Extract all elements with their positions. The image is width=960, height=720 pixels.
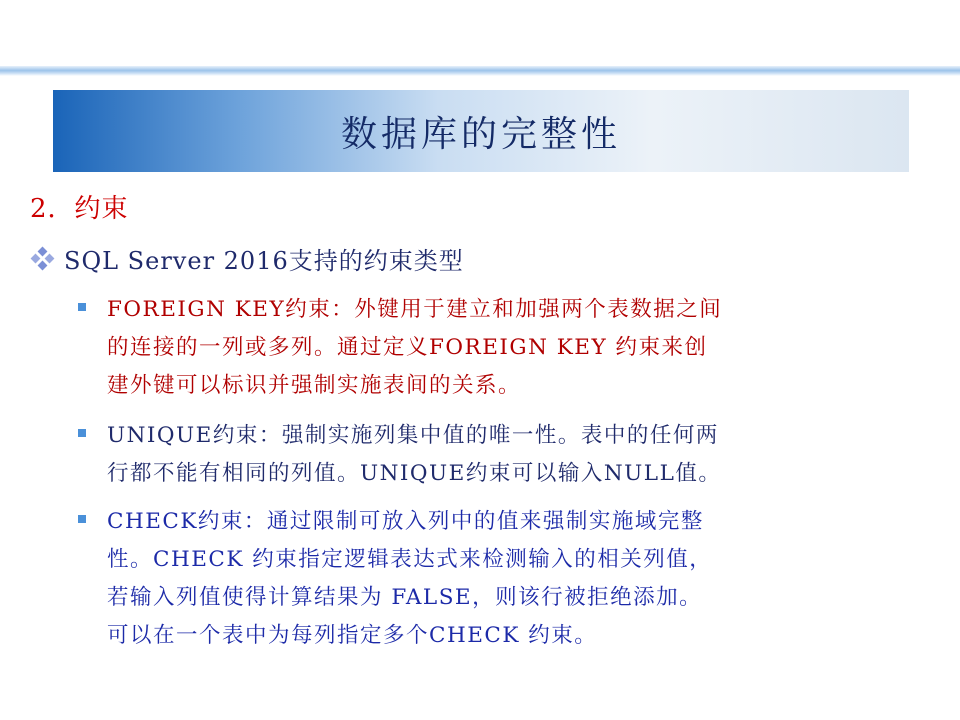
bullet-line: 性。CHECK 约束指定逻辑表达式来检测输入的相关列值， <box>107 547 713 572</box>
square-bullet-icon <box>78 429 86 437</box>
bullet-foreign-key <box>107 291 947 405</box>
square-bullet-icon <box>78 303 86 311</box>
level1-item <box>30 241 464 276</box>
header-rule <box>0 66 960 76</box>
bullet-line: 行都不能有相同的列值。UNIQUE约束可以输入NULL值。 <box>107 461 722 486</box>
bullet-unique <box>107 417 947 493</box>
title-bar <box>53 90 909 172</box>
bullet-line: 可以在一个表中为每列指定多个CHECK 约束。 <box>107 623 598 648</box>
bullet-line: 若输入列值使得计算结果为 FALSE，则该行被拒绝添加。 <box>107 585 703 610</box>
slide-title: 数据库的完整性 <box>340 113 621 155</box>
bullet-line: 的连接的一列或多列。通过定义FOREIGN KEY 约束来创 <box>107 335 708 360</box>
bullet-line: 建外键可以标识并强制实施表间的关系。 <box>107 373 522 398</box>
square-bullet-icon <box>78 515 86 523</box>
bullet-line: UNIQUE约束：强制实施列集中值的唯一性。表中的任何两 <box>107 423 719 448</box>
bullet-line: FOREIGN KEY约束：外键用于建立和加强两个表数据之间 <box>107 297 723 322</box>
section-heading: 2．约束 <box>30 194 129 224</box>
diamond-bullet-icon <box>30 246 56 272</box>
bullet-line: CHECK约束：通过限制可放入列中的值来强制实施域完整 <box>107 509 704 534</box>
bullet-check <box>107 503 947 655</box>
level1-text: SQL Server 2016支持的约束类型 <box>64 247 464 275</box>
